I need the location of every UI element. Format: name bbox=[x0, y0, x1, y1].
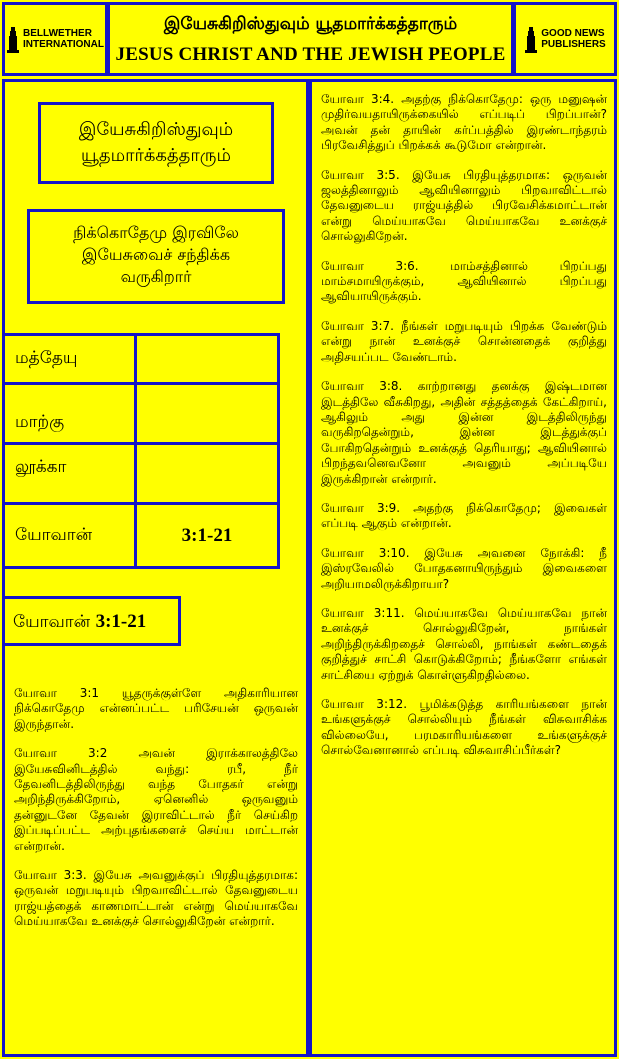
logo-left-line2: INTERNATIONAL bbox=[23, 39, 104, 50]
section-heading-line: இயேசுவைச் சந்திக்க bbox=[81, 245, 231, 264]
table-row bbox=[4, 335, 279, 384]
verse: யோவா 3:5. இயேசு பிரதியுத்தரமாக: ஒருவன் ஜலத்தினாலும் ஆவியினாலும் பிறவாவிட்டால் தேவனுடைய ராஜ்யத்தில் பிரவேசிக்கமாட்டான் என்று மெய்யாகவே மெய்யாகவே உனக்குச் சொல்லுகிறேன். bbox=[321, 167, 607, 244]
verse: யோவா 3:7. நீங்கள் மறுபடியும் பிறக்க வேண்டும் என்று நான் உனக்குச் சொன்னதைக் குறித்து அதிசயப்பட வேண்டாம். bbox=[321, 318, 607, 364]
gospel-ref: 3:1-21 bbox=[136, 504, 279, 568]
passage-label: யோவான் bbox=[13, 612, 91, 632]
gospel-name: யோவான் bbox=[4, 504, 136, 568]
right-verses bbox=[321, 92, 607, 773]
gospel-name: மத்தேயு bbox=[4, 335, 136, 384]
title-tamil: இயேசுகிறிஸ்துவும் யூதமார்க்கத்தாரும் bbox=[163, 14, 458, 34]
title-box-line: இயேசுகிறிஸ்துவும் bbox=[78, 119, 234, 140]
verse: யோவா 3:11. மெய்யாகவே மெய்யாகவே நான் உனக்குச் சொல்லுகிறேன், நாங்கள் அறிந்திருக்கிறதைச் சொல்லி, நாங்கள் கண்டதைக் குறித்துச் சாட்சி கொடுக்கிறோம்; நீங்களோ எங்கள் சாட்சியை ஏற்றுக் கொள்ளுகிறதில்லை. bbox=[321, 605, 607, 682]
gospel-name: மாற்கு bbox=[4, 384, 136, 444]
table-row bbox=[4, 384, 279, 444]
title-box-line: யூதமார்க்கத்தாரும் bbox=[81, 145, 231, 166]
verse: யோவா 3:9. அதற்கு நிக்கொதேமு; இவைகள் எப்படி ஆகும் என்றான். bbox=[321, 500, 607, 531]
gospel-reference-table bbox=[2, 333, 280, 569]
verse: யோவா 3:1 யூதருக்குள்ளே அதிகாரியான நிக்கொதேமு என்னப்பட்ட பரிசேயன் ஒருவன் இருந்தான். bbox=[14, 686, 298, 731]
good-news-logo bbox=[513, 2, 617, 76]
left-verses bbox=[14, 686, 298, 944]
logo-left-line1: BELLWETHER bbox=[23, 28, 92, 39]
verse: யோவா 3:2 அவன் இராக்காலத்திலே இயேசுவினிடத்தில் வந்து: ரபீ, நீர் தேவனிடத்திலிருந்து வந்த போதகர் என்று அறிந்திருக்கிறோம், ஏனெனில் ஒருவனும் தன்னுடனே தேவன் இராவிட்டால் நீர் செய்கிற இப்படிப்பட்ட அற்புதங்களைச் செய்ய மாட்டான் என்றான். bbox=[14, 746, 298, 853]
title-box bbox=[38, 102, 274, 184]
verse: யோவா 3:6. மாம்சத்தினால் பிறப்பது மாம்சமாயிருக்கும், ஆவியினால் பிறப்பது ஆவியாயிருக்கும். bbox=[321, 258, 607, 304]
verse: யோவா 3:10. இயேசு அவனை நோக்கி: நீ இஸ்ரவேலில் போதகனாயிருந்தும் இவைகளை அறியாமலிருக்கிறாயா? bbox=[321, 545, 607, 591]
title-english: JESUS CHRIST AND THE JEWISH PEOPLE bbox=[115, 44, 506, 65]
table-row bbox=[4, 504, 279, 568]
page-header bbox=[107, 2, 514, 76]
gospel-name: லூக்கா bbox=[4, 444, 136, 504]
tower-icon bbox=[6, 25, 20, 53]
table-row bbox=[4, 444, 279, 504]
passage-ref: 3:1-21 bbox=[95, 611, 147, 632]
verse: யோவா 3:12. பூமிக்கடுத்த காரியங்களை நான் உங்களுக்குச் சொல்லியும் நீங்கள் விசுவாசிக்க வில்லையே, பரமகாரியங்களை உங்களுக்குச் சொல்வேனானால் எப்படி விசுவாசிப்பீர்கள்? bbox=[321, 697, 607, 758]
section-heading-box bbox=[27, 209, 285, 304]
verse: யோவா 3:4. அதற்கு நிக்கொதேமு: ஒரு மனுஷன் முதிர்வயதாயிருக்கையில் எப்படிப் பிறப்பான்? அவன் தன் தாயின் கர்ப்பத்தில் இரண்டாந்தரம் பிரவேசித்துப் பிறக்கக் கூடுமோ என்றான். bbox=[321, 92, 607, 153]
gospel-ref bbox=[136, 335, 279, 384]
section-heading-line: நிக்கொதேமு இரவிலே bbox=[73, 223, 239, 242]
section-heading-line: வருகிறார் bbox=[120, 267, 192, 286]
logo-right-line1: GOOD NEWS bbox=[541, 28, 605, 39]
verse: யோவா 3:8. காற்றானது தனக்கு இஷ்டமான இடத்திலே வீசுகிறது, அதின் சத்தத்தைக் கேட்கிறாய், ஆகிலும் அது இன்ன இடத்திலிருந்து வருகிறதென்றும், இன்ன இடத்துக்குப் போகிறதென்றும் உனக்குத் தெரியாது; ஆவியினால் பிறந்தவனெவனோ அவனும் அப்படியே இருக்கிறான் என்றார். bbox=[321, 379, 607, 486]
bellwether-logo bbox=[2, 2, 108, 76]
tower-icon bbox=[524, 25, 538, 53]
gospel-ref bbox=[136, 384, 279, 444]
logo-right-line2: PUBLISHERS bbox=[541, 39, 606, 50]
passage-heading bbox=[2, 596, 181, 646]
verse: யோவா 3:3. இயேசு அவனுக்குப் பிரதியுத்தரமாக: ஒருவன் மறுபடியும் பிறவாவிட்டால் தேவனுடைய ராஜ்யத்தைக் காணமாட்டான் என்று மெய்யாகவே மெய்யாகவே உனக்குச் சொல்லுகிறேன் என்றார். bbox=[14, 868, 298, 929]
gospel-ref bbox=[136, 444, 279, 504]
